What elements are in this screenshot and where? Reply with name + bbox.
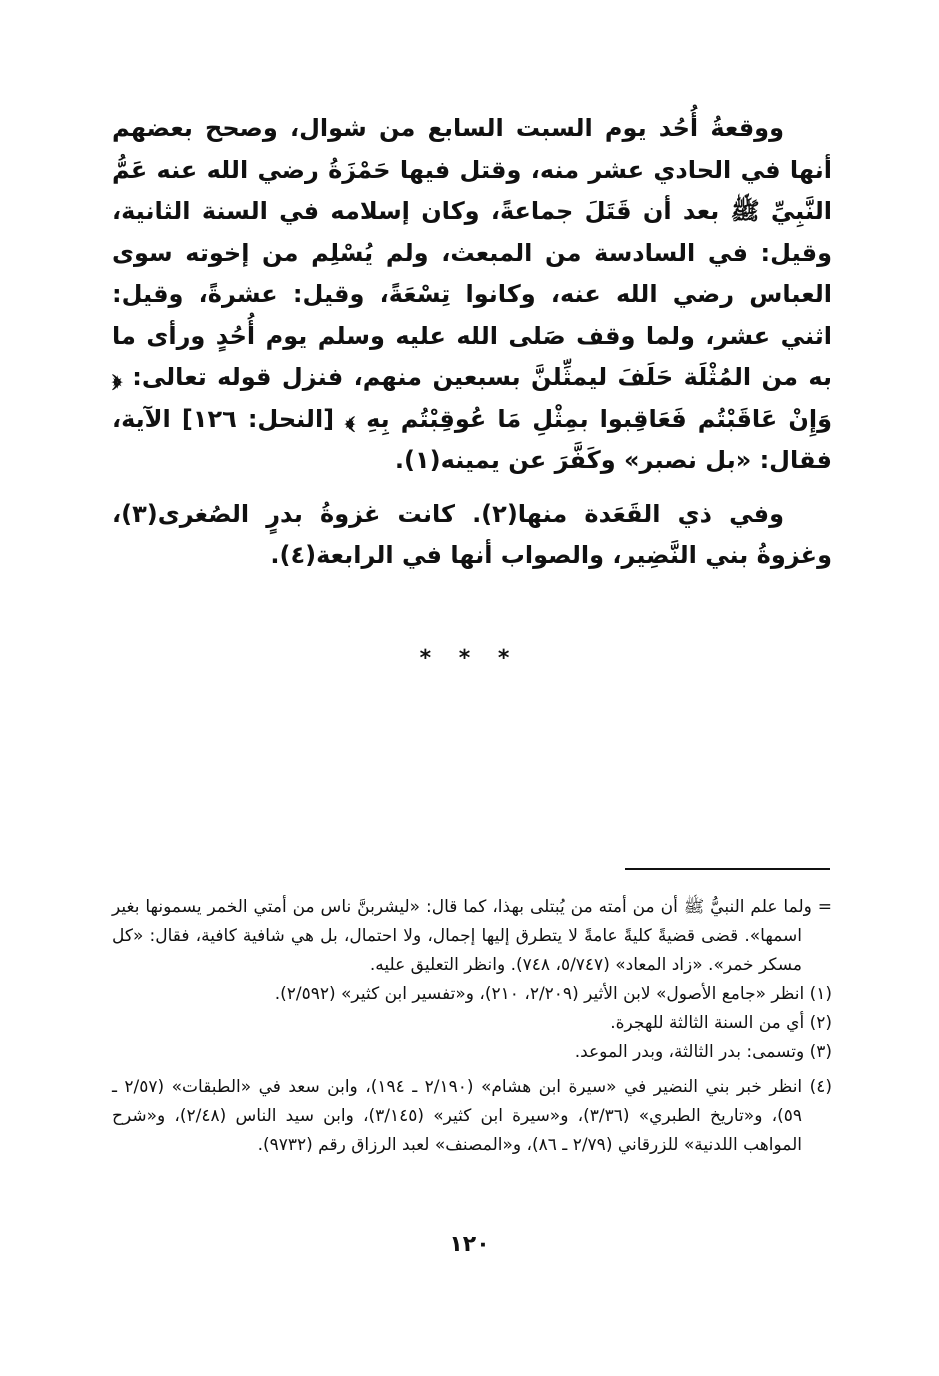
paragraph-uhud: ووقعةُ أُحُد يوم السبت السابع من شوال، وصحح بعضهم أنها في الحادي عشر منه، وقتل فيها حَمْزَةُ رضي الله عنه عَمُّ النَّبِيِّ ﷺ بعد أن قَتَلَ جماعةً، وكان إسلامه في السنة الثانية، وقيل: في السادسة من المبعث، ولم يُسْلِم من إخوته سوى العباس رضي الله عنه، وكانوا تِسْعَةً، وقيل: عشرةً، وقيل: اثني عشر، ولما وقف صَلى الله عليه وسلم يوم أُحُدٍ ورأى ما به من المُثْلَة حَلَفَ ليمثِّلنَّ بسبعين منهم، فنزل قوله تعالى: ﴿ وَإِنْ عَاقَبْتُم فَعَاقِبوا بمِثْلِ مَا عُوقِبْتُم بِهِ ﴾ [النحل: ١٢٦] الآية، فقال: «بل نصبر» وكَفَّرَ عن يمينه(١). xyxy=(112,114,833,474)
footnote-2: (٢) أي من السنة الثالثة للهجرة. xyxy=(610,1013,832,1033)
main-text-block xyxy=(112,108,832,577)
paragraph-dhul-qadah: وفي ذي القَعَدة منها(٢). كانت غزوةُ بدرٍ الصُغرى(٣)، وغزوةُ بني النَّضِير، والصواب أنها في الرابعة(٤). xyxy=(112,499,832,569)
footnote-3: (٣) وتسمى: بدر الثالثة، وبدر الموعد. xyxy=(574,1042,832,1062)
footnotes-block xyxy=(112,893,832,1160)
footnote-continuation: = ولما علم النبيُّ ﷺ أن من أمته من يُبتلى بهذا، كما قال: «ليشربنَّ ناس من أمتي الخمر يسمونها بغير اسمها». قضى قضيةً كليةً عامةً لا يتطرق إليها إجمال، ولا احتمال، بل هي شافية كافية، فقال: «كل مسكر خمر». «زاد المعاد» (٥/٧٤٧، ٧٤٨). وانظر التعليق عليه. xyxy=(112,897,832,975)
footnote-divider xyxy=(625,868,830,870)
section-separator: * * * xyxy=(419,646,520,671)
footnote-4: (٤) انظر خبر بني النضير في «سيرة ابن هشام» (٢/١٩٠ ـ ١٩٤)، وابن سعد في «الطبقات» (٢/٥٧ ـ ٥٩)، و«تاريخ الطبري» (٣/٣٦)، و«سيرة ابن كثير» (٣/١٤٥)، وابن سيد الناس (٢/٤٨)، و«شرح المواهب اللدنية» للزرقاني (٢/٧٩ ـ ٨٦)، و«المصنف» لعبد الرزاق رقم (٩٧٣٢). xyxy=(112,1077,832,1155)
page-number: ١٢٠ xyxy=(449,1232,490,1257)
footnote-1: (١) انظر «جامع الأصول» لابن الأثير (٢/٢٠٩، ٢١٠)، و«تفسير ابن كثير» (٢/٥٩٢). xyxy=(274,984,832,1004)
